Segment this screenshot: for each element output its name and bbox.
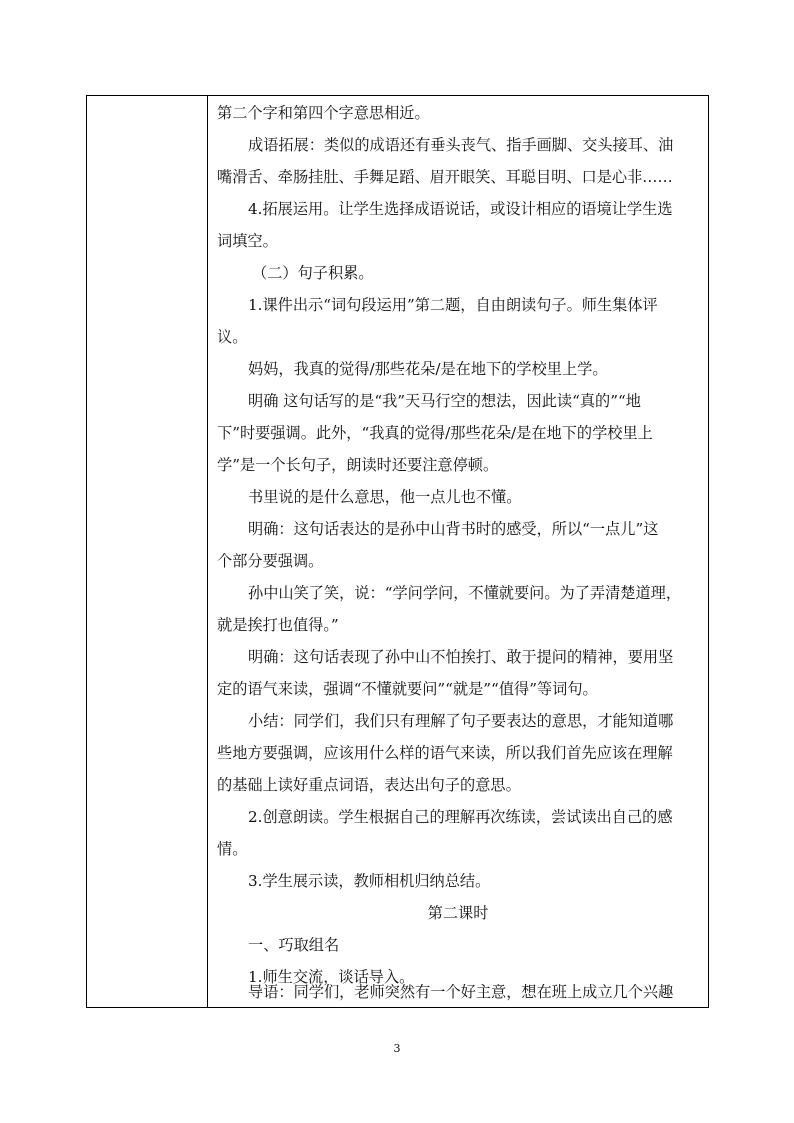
text-line: 个部分要强调。 [217,552,324,570]
text-line: 下”时要强调。此外，“我真的觉得/那些花朵/是在地下的学校里上 [217,424,653,442]
text-line: 1.师生交流，谈话导入。 [248,968,415,986]
text-line: 妈妈，我真的觉得/那些花朵/是在地下的学校里上学。 [248,360,608,378]
text-line: 1.课件出示“词句段运用”第二题，自由朗读句子。师生集体评 [248,296,658,314]
lesson-heading: 第二课时 [427,904,489,922]
text-line: 小结：同学们，我们只有理解了句子要表达的意思，才能知道哪 [248,712,674,730]
text-line: 第二个字和第四个字意思相近。 [217,104,430,122]
page-number: 3 [393,1042,401,1055]
text-line: 些地方要强调，应该用什么样的语气来读，所以我们首先应该在理解 [217,744,673,762]
text-line: 学”是一个长句子，朗读时还要注意停顿。 [217,456,499,474]
text-line: 情。 [217,840,248,858]
table-content-cell [208,96,708,1007]
text-line: 4.拓展运用。让学生选择成语说话，或设计相应的语境让学生选 [248,200,673,218]
text-line: 嘴滑舌、牵肠挂肚、手舞足蹈、眉开眼笑、耳聪目明、口是心非…… [217,168,673,186]
text-line: 书里说的是什么意思，他一点儿也不懂。 [248,488,522,506]
text-line: 议。 [217,328,248,346]
text-line: 孙中山笑了笑，说：“学问学问，不懂就要问。为了弄清楚道理， [248,584,682,602]
table-left-cell [87,96,207,1007]
section-heading: 一、巧取组名 [248,936,340,954]
text-line: 明确 这句话写的是“我”天马行空的想法，因此读“真的”“地 [248,392,641,410]
section-heading: （二）句子积累。 [252,264,374,282]
text-line: 明确：这句话表达的是孙中山背书时的感受，所以“一点儿”这 [248,520,659,538]
lesson-table [86,95,709,1008]
text-line: 的基础上读好重点词语，表达出句子的意思。 [217,776,521,794]
text-line: 2.创意朗读。学生根据自己的理解再次练读，尝试读出自己的感 [248,808,673,826]
text-line: 明确：这句话表现了孙中山不怕挨打、敢于提问的精神，要用坚 [248,648,674,666]
text-line: 就是挨打也值得。” [217,616,339,634]
text-line: 导语：同学们，老师突然有一个好主意，想在班上成立几个兴趣 [248,983,674,1001]
text-line: 成语拓展：类似的成语还有垂头丧气、指手画脚、交头接耳、油 [248,136,674,154]
text-line: 3.学生展示读，教师相机归纳总结。 [248,872,491,890]
text-line: 词填空。 [217,232,278,250]
text-line: 定的语气来读，强调“不懂就要问”“就是”“值得”等词句。 [217,680,598,698]
